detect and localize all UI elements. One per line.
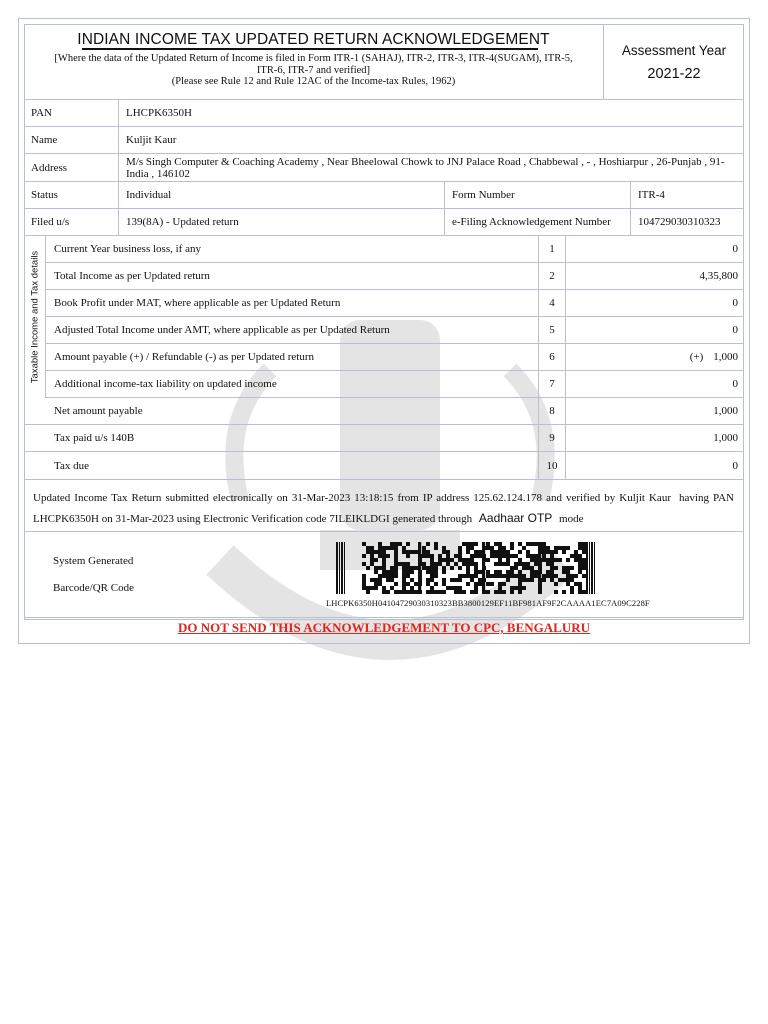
row-value: 0 — [732, 243, 738, 255]
row-description: Tax paid u/s 140B — [54, 432, 135, 444]
status-value: Individual — [118, 182, 444, 208]
ack-header — [24, 24, 744, 100]
row-value-cell — [566, 371, 744, 397]
row-value: 4,35,800 — [699, 270, 738, 282]
row-description: Additional income-tax liability on updated income — [54, 378, 277, 390]
assessment-year-label: Assessment Year — [621, 43, 727, 58]
filed-label: Filed u/s — [31, 216, 70, 228]
table-row — [24, 398, 744, 425]
assessment-year-value: 2021-22 — [647, 66, 701, 82]
title-underline — [82, 48, 538, 50]
table-row — [46, 371, 744, 398]
row-value-cell — [566, 236, 744, 262]
assessment-year-block — [604, 24, 744, 99]
table-row — [46, 344, 744, 371]
table-row — [24, 452, 744, 479]
barcode-label-line-1: System Generated — [53, 555, 134, 567]
row-number: 5 — [538, 317, 566, 343]
pan-label: PAN — [31, 107, 52, 119]
row-number: 6 — [538, 344, 566, 370]
cpc-warning-text: DO NOT SEND THIS ACKNOWLEDGEMENT TO CPC, BENGALURU — [178, 620, 590, 635]
row-description: Adjusted Total Income under AMT, where applicable as per Updated Return — [54, 324, 390, 336]
row-value: 0 — [732, 297, 738, 309]
subtitle-line-1: [Where the data of the Updated Return of Income is filed in Form ITR-1 (SAHAJ), ITR-2, ITR-3, ITR-4(SUGAM), ITR-5, — [54, 53, 573, 64]
barcode-image — [336, 542, 596, 594]
status-label: Status — [31, 189, 58, 201]
row-description: Net amount payable — [54, 405, 143, 417]
row-number: 8 — [538, 398, 566, 424]
filed-row — [24, 209, 744, 236]
row-description: Amount payable (+) / Refundable (-) as per Updated return — [54, 351, 315, 363]
row-value-cell — [566, 452, 744, 479]
row-number: 10 — [538, 452, 566, 479]
row-value-cell — [566, 344, 744, 370]
name-value: Kuljit Kaur — [118, 127, 744, 153]
pan-value: LHCPK6350H — [118, 100, 744, 126]
row-value: 0 — [732, 459, 738, 472]
row-value-cell — [566, 290, 744, 316]
verification-text-3: mode — [559, 513, 584, 525]
row-value-cell — [566, 263, 744, 289]
filed-value: 139(8A) - Updated return — [118, 209, 444, 235]
barcode-label-line-2: Barcode/QR Code — [53, 582, 134, 594]
table-row — [46, 263, 744, 290]
tax-details-section — [24, 236, 744, 480]
row-description: Book Profit under MAT, where applicable as per Updated Return — [54, 297, 341, 309]
table-row — [46, 317, 744, 344]
row-value-cell — [566, 398, 744, 424]
subtitle-line-2: ITR-6, ITR-7 and verified] — [256, 64, 371, 76]
row-value: 0 — [732, 324, 738, 336]
table-row — [24, 425, 744, 452]
form-number-label: Form Number — [444, 182, 630, 208]
barcode-label — [53, 548, 134, 602]
row-value: 1,000 — [713, 405, 738, 417]
row-number: 4 — [538, 290, 566, 316]
barcode-text: LHCPK6350H04104729030310323BB3800129EF11BF981AF9F2CAAAA1EC7A09C228F — [326, 598, 650, 608]
row-value: 1,000 — [713, 432, 738, 444]
row-prefix: (+) — [689, 351, 704, 363]
verification-text-2: having PAN LHCPK6350H on 31-Mar-2023 using Electronic Verification code 7ILEIKLDGI generated through — [33, 492, 735, 525]
address-value: M/s Singh Computer & Coaching Academy , Near Bheelowal Chowk to JNJ Palace Road , Chabbewal , - , Hoshiarpur , 26-Punjab , 91-India , 146102 — [118, 154, 744, 181]
row-number: 7 — [538, 371, 566, 397]
ack-number-value: 104729030310323 — [630, 209, 744, 235]
address-row — [24, 154, 744, 182]
cpc-warning — [24, 620, 744, 636]
table-row — [46, 236, 744, 263]
name-label: Name — [31, 134, 58, 146]
row-number: 1 — [538, 236, 566, 262]
name-row — [24, 127, 744, 154]
row-value-cell — [566, 425, 744, 451]
row-number: 2 — [538, 263, 566, 289]
row-description: Current Year business loss, if any — [54, 243, 201, 255]
tax-section-label: Taxable Income and Tax details — [29, 250, 41, 384]
address-label: Address — [31, 161, 68, 174]
tax-section-label-box — [24, 236, 46, 398]
barcode-section — [24, 532, 744, 618]
row-description: Total Income as per Updated return — [54, 270, 210, 282]
page-title: INDIAN INCOME TAX UPDATED RETURN ACKNOWLEDGEMENT — [77, 31, 550, 48]
row-value-cell — [566, 317, 744, 343]
status-row — [24, 182, 744, 209]
row-number: 9 — [538, 425, 566, 451]
page-subtitle — [32, 53, 595, 88]
pan-row — [24, 100, 744, 127]
verification-text-1: Updated Income Tax Return submitted electronically on 31-Mar-2023 13:18:15 from IP address 125.62.124.178 and verified by Kuljit Kaur — [33, 492, 671, 504]
subtitle-line-3: (Please see Rule 12 and Rule 12AC of the Income-tax Rules, 1962) — [171, 76, 456, 87]
title-block — [24, 24, 604, 99]
form-number-value: ITR-4 — [630, 182, 744, 208]
verification-method: Aadhaar OTP — [478, 511, 553, 525]
table-row — [46, 290, 744, 317]
ack-number-label: e-Filing Acknowledgement Number — [444, 209, 630, 235]
row-value: 0 — [732, 378, 738, 390]
verification-statement — [24, 480, 744, 532]
row-value: 1,000 — [713, 351, 738, 363]
row-description: Tax due — [54, 459, 89, 472]
